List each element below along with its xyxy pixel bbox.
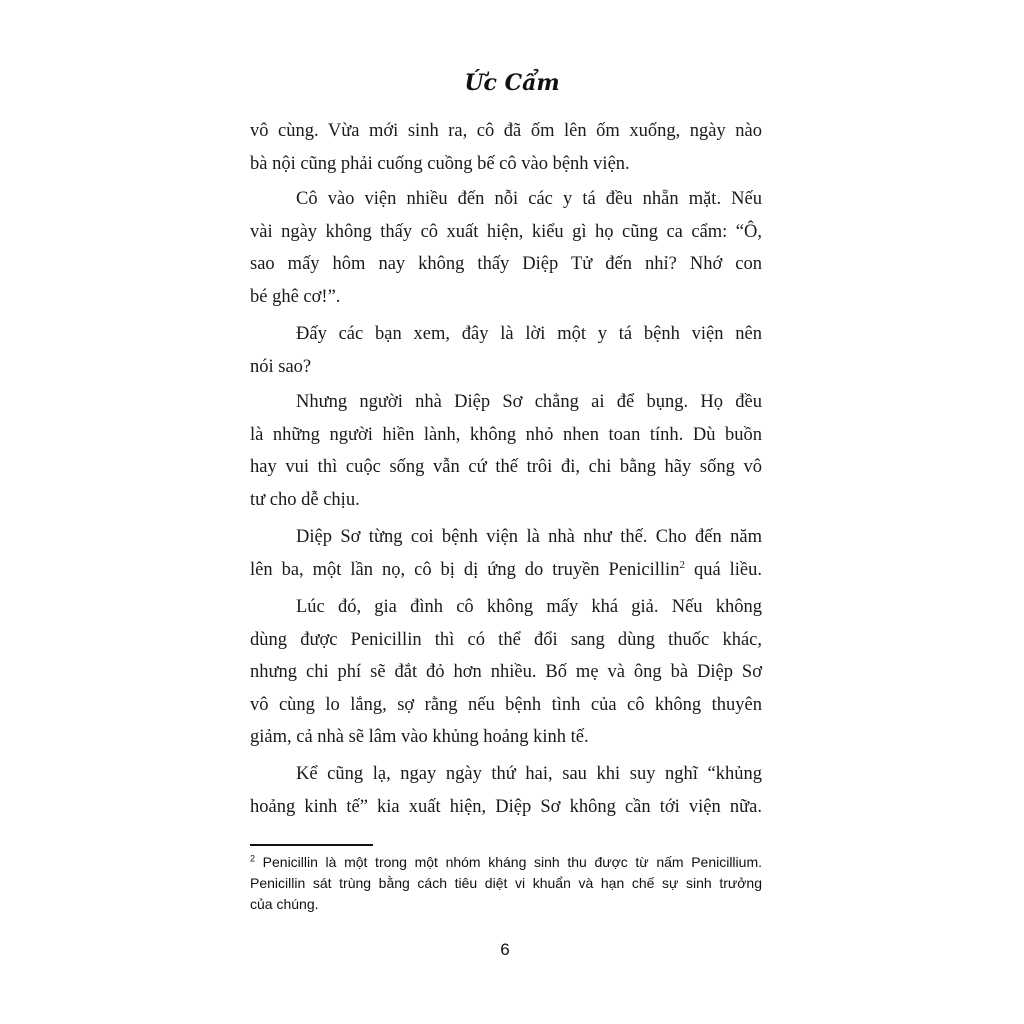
- footnote: [250, 852, 762, 915]
- paragraph: [250, 758, 762, 823]
- footnote-divider: [250, 844, 373, 846]
- text-line: nhưng chi phí sẽ đắt đỏ hơn nhiều. Bố mẹ và ông bà Diệp Sơ: [250, 662, 762, 682]
- footnote-line: [250, 852, 762, 873]
- text-line: hoảng kinh tế” kia xuất hiện, Diệp Sơ không cần tới viện nữa.: [250, 796, 762, 817]
- text-line: dùng được Penicillin thì có thể đổi sang dùng thuốc khác,: [250, 629, 762, 650]
- text-line: hay vui thì cuộc sống vẫn cứ thế trôi đi, chi bằng hãy sống vô: [250, 457, 762, 477]
- text-line: Lúc đó, gia đình cô không mấy khá giả. Nếu không: [296, 597, 762, 617]
- page-number: 6: [500, 940, 510, 959]
- footnote-line: của chúng.: [250, 896, 319, 912]
- text-line: Nhưng người nhà Diệp Sơ chẳng ai để bụng. Họ đều: [296, 392, 762, 412]
- text-line: vài ngày không thấy cô xuất hiện, kiểu gì họ cũng ca cẩm: “Ô,: [250, 221, 762, 242]
- text-line: nói sao?: [250, 356, 312, 377]
- running-header-title: Ức Cẩm: [464, 70, 560, 96]
- footnote-line: Penicillin sát trùng bằng cách tiêu diệt vi khuẩn và hạn chế sự sinh trưởng: [250, 875, 762, 891]
- text-line: vô cùng. Vừa mới sinh ra, cô đã ốm lên ốm xuống, ngày nào: [250, 121, 762, 141]
- footnote-marker: 2: [250, 853, 256, 864]
- text-segment: Penicillin là một trong một nhóm kháng sinh thu được từ nấm Penicillium.: [262, 854, 762, 870]
- text-line: Kể cũng lạ, ngay ngày thứ hai, sau khi suy nghĩ “khủng: [296, 764, 762, 784]
- text-line: giảm, cả nhà sẽ lâm vào khủng hoảng kinh tế.: [250, 727, 589, 747]
- text-line: là những người hiền lành, không nhỏ nhen toan tính. Dù buồn: [250, 424, 762, 445]
- footnote-ref: 2: [679, 558, 685, 571]
- paragraph: [250, 183, 762, 313]
- text-line: [250, 554, 762, 587]
- text-line: Diệp Sơ từng coi bệnh viện là nhà như thế. Cho đến năm: [296, 527, 762, 547]
- paragraph: [250, 115, 762, 180]
- text-line: bé ghê cơ!”.: [250, 286, 341, 307]
- paragraph: [250, 386, 762, 516]
- text-line: sao mấy hôm nay không thấy Diệp Tử đến nhỉ? Nhớ con: [250, 254, 762, 274]
- text-segment: lên ba, một lần nọ, cô bị dị ứng do truyền Penicillin: [250, 559, 680, 580]
- text-line: vô cùng lo lắng, sợ rằng nếu bệnh tình của cô không thuyên: [250, 694, 762, 715]
- text-segment: quá liều.: [693, 559, 762, 580]
- paragraph: [250, 521, 762, 586]
- text-line: tư cho dễ chịu.: [250, 489, 360, 510]
- text-line: Cô vào viện nhiều đến nỗi các y tá đều nhẵn mặt. Nếu: [296, 189, 762, 209]
- paragraph: [250, 318, 762, 383]
- text-line: Đấy các bạn xem, đây là lời một y tá bệnh viện nên: [296, 324, 762, 344]
- paragraph: [250, 591, 762, 754]
- text-line: bà nội cũng phải cuống cuồng bế cô vào bệnh viện.: [250, 153, 630, 174]
